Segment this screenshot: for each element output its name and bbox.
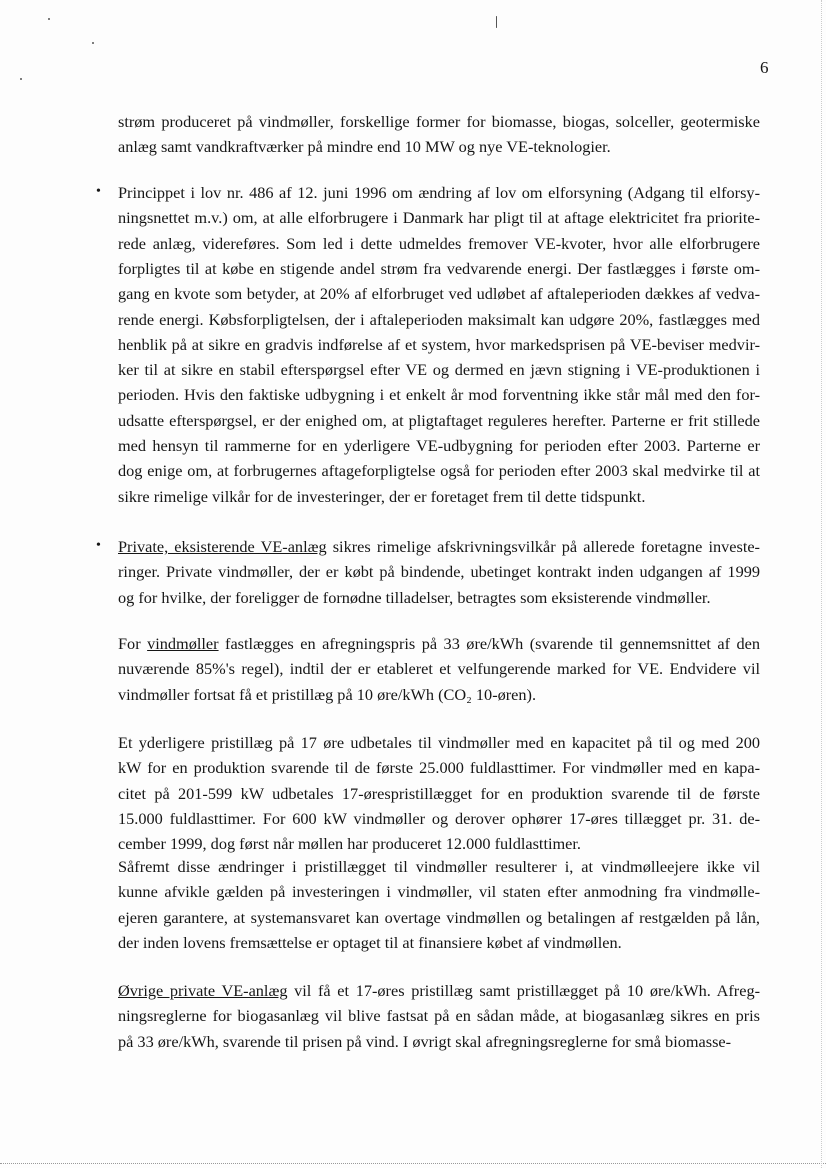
text-line [118, 757, 760, 779]
line-text: der inden lovens fremsættelse er optaget til at finansiere købet af vindmøllen. [118, 932, 622, 952]
text-line [118, 460, 760, 482]
underlined-term: Private, eksisterende VE-anlæg [118, 537, 327, 556]
scan-speck [48, 18, 50, 20]
text-line [118, 932, 760, 954]
scan-speck [92, 42, 94, 44]
text-line [118, 233, 760, 255]
line-text: anlæg samt vandkraftværker på mindre end 10 MW og nye VE-teknologier. [118, 137, 611, 157]
line-text: ringer. Private vindmøller, der er købt på bindende, ubetinget kontrakt inden udgangen af 1999 [118, 562, 760, 582]
page-number: 6 [760, 58, 769, 77]
line-text: og for hvilke, der foreligger de fornødne tilladelser, betragtes som eksisterende vindmøller. [118, 587, 711, 607]
text-line [118, 334, 760, 356]
line-text: fastlægges en afregningspris på 33 øre/kWh (svarende til gennemsnittet af den [218, 634, 760, 653]
text-line [118, 283, 760, 305]
text-line [118, 111, 760, 133]
line-text: strøm produceret på vindmøller, forskellige former for biomasse, biogas, solceller, geotermiske [118, 112, 760, 131]
text-line [118, 207, 760, 229]
line-text: kunne afvikle gælden på investeringen i vindmøller, vil staten efter anmodning fra vindmølle- [118, 882, 760, 902]
line-text: nuværende 85%'s regel), indtil der er etableret et velfungerende marked for VE. Endvidere vil [118, 659, 760, 679]
line-text: cember 1999, dog først når møllen har produceret 12.000 fuldlasttimer. [118, 834, 581, 854]
text-line [118, 435, 760, 457]
text-line [118, 1005, 760, 1027]
line-text: ejeren garantere, at systemansvaret kan overtage vindmøllen og betalingen af restgælden på lån, [118, 907, 760, 927]
bullet-icon: • [96, 184, 101, 199]
line-text: forpligtes til at købe en stigende andel strøm fra vedvarende energi. Der fastlægges i første om- [118, 258, 760, 278]
line-text: vil få et 17-øres pristillæg samt pristillægget på 10 øre/kWh. Afreg- [287, 981, 761, 1000]
text-line [118, 633, 760, 655]
line-text: på 33 øre/kWh, svarende til prisen på vind. I øvrigt skal afregningsreglerne for små biomasse- [118, 1031, 732, 1051]
text-line [118, 907, 760, 929]
line-text: ningsnettet m.v.) om, at alle elforbrugere i Danmark har pligt til at aftage elektricitet fra priorite- [118, 208, 760, 228]
line-text: Princippet i lov nr. 486 af 12. juni 1996 om ændring af lov om elforsyning (Adgang til elforsy- [118, 183, 760, 202]
text-line [118, 561, 760, 583]
text-line [118, 658, 760, 680]
text-line [118, 486, 760, 508]
line-text: gang en kvote som betyder, at 20% af elforbruget ved udløbet af aftaleperioden dækkes af vedva- [118, 284, 760, 304]
text-line [118, 410, 760, 432]
scan-edge-right [820, 0, 822, 1168]
line-text: udsatte efterspørgsel, er der enighed om, at pligtaftaget reguleres herefter. Parterne er frit stillede [118, 410, 760, 430]
text-line [118, 309, 760, 331]
text-line [118, 536, 760, 558]
line-text: rede anlæg, videreføres. Som led i dette udmeldes fremover VE-kvoter, hvor alle elforbrugere [118, 233, 760, 253]
line-text: 15.000 fuldlasttimer. For 600 kW vindmøller og derover ophører 17-øres tillægget pr. 31. de- [118, 808, 760, 828]
text-line [118, 833, 760, 855]
text-line [118, 980, 760, 1002]
line-text: sikre rimelige vilkår for de investeringer, der er foretaget frem til dette tidspunkt. [118, 486, 646, 506]
scan-edge-bottom [0, 1162, 826, 1164]
line-text: kW for en produktion svarende til de første 25.000 fuldlasttimer. For vindmøller med en kapa- [118, 758, 760, 778]
line-text: vindmøller fortsat få et pristillæg på 10 øre/kWh (CO₂ 10-øren). [118, 684, 537, 704]
line-text: For [118, 634, 148, 653]
line-text: citet på 201-599 kW udbetales 17-ørespristillægget for en produktion svarende til de første [118, 783, 760, 803]
scan-speck [496, 16, 497, 28]
text-line [118, 856, 760, 878]
text-line [118, 808, 760, 830]
line-text: rende energi. Købsforpligtelsen, der i aftaleperioden maksimalt kan udgøre 20%, fastlægges med [118, 309, 760, 329]
line-text: med hensyn til rammerne for en yderligere VE-udbygning for perioden efter 2003. Parterne er [118, 436, 760, 455]
line-text: ker til at sikre en stabil efterspørgsel efter VE og dermed en jævn stigning i VE-produktionen i [118, 360, 760, 380]
scan-speck [20, 78, 22, 80]
text-line [118, 684, 760, 706]
text-line [118, 732, 760, 754]
underlined-term: vindmøller [147, 634, 219, 653]
text-line [118, 136, 760, 158]
text-line [118, 258, 760, 280]
text-line [118, 881, 760, 903]
text-line [118, 359, 760, 381]
line-text: Såfremt disse ændringer i pristillægget til vindmøller resulterer i, at vindmølleejere ikke vil [118, 857, 760, 876]
bullet-icon: • [96, 538, 101, 553]
line-text: perioden. Hvis den faktiske udbygning i et enkelt år mod forventning ikke står mål med den for- [118, 385, 760, 405]
text-line [118, 182, 760, 204]
line-text: ningsreglerne for biogasanlæg vil blive fastsat på en sådan måde, at biogasanlæg sikres en pris [118, 1006, 760, 1026]
text-line [118, 384, 760, 406]
line-text: Et yderligere pristillæg på 17 øre udbetales til vindmøller med en kapacitet på til og med 200 [118, 733, 760, 752]
text-line [118, 1031, 760, 1053]
text-line [118, 783, 760, 805]
underlined-term: Øvrige private VE-anlæg [118, 981, 288, 1000]
text-line [118, 587, 760, 609]
line-text: sikres rimelige afskrivningsvilkår på allerede foretagne investe- [326, 537, 760, 556]
line-text: henblik på at sikre en gradvis indførelse af et system, hvor markedsprisen på VE-beviser medvir- [118, 334, 760, 354]
line-text: dog enige om, at forbrugernes aftageforpligtelse også for perioden efter 2003 skal medvirke til at [118, 461, 760, 481]
